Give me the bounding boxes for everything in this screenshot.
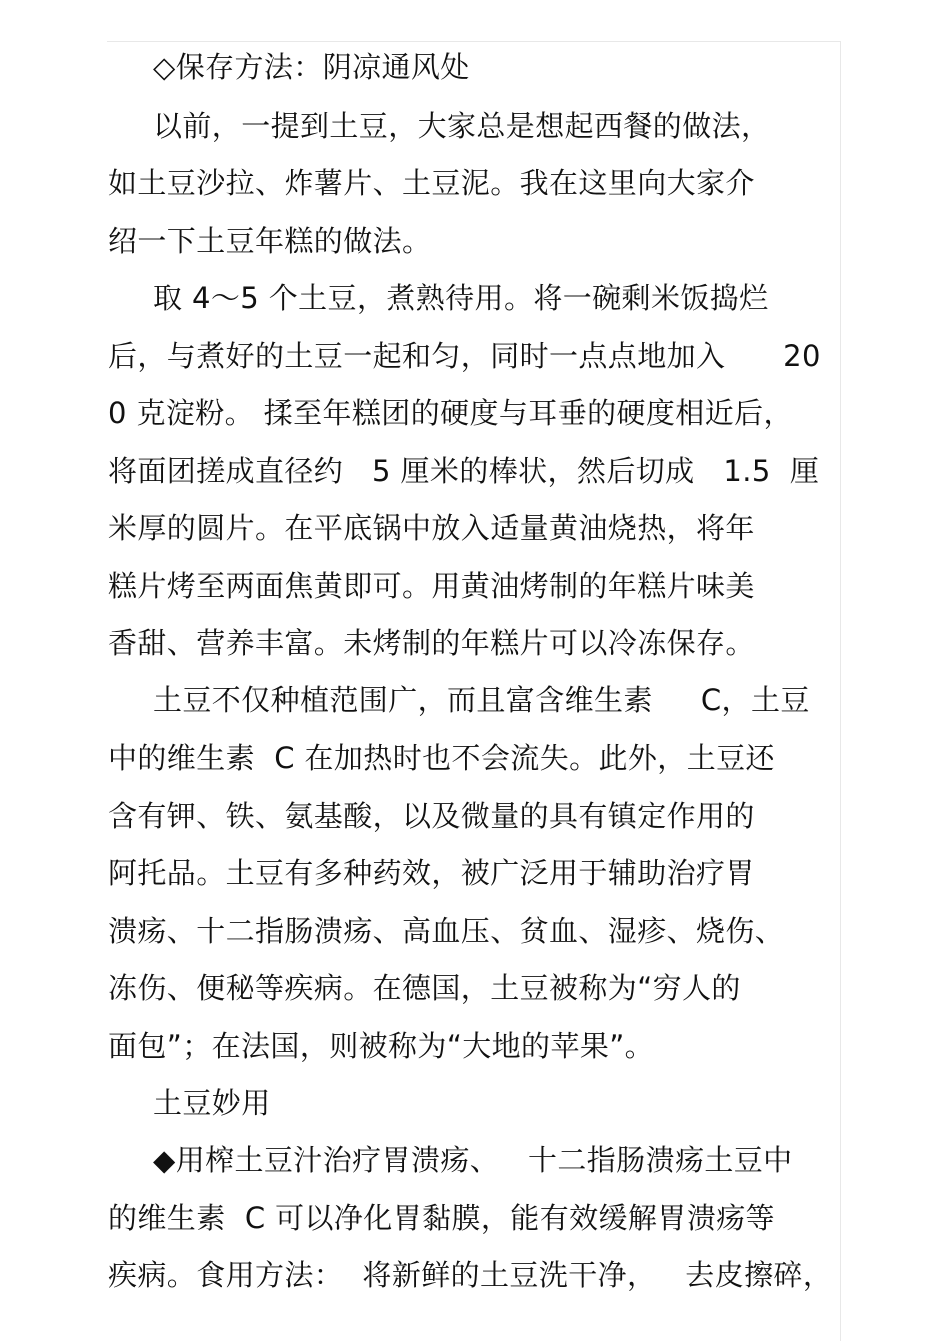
paragraph-line: 香甜、营养丰富。未烤制的年糕片可以冷冻保存。	[108, 626, 755, 660]
paragraph-line: 将面团搓成直径约 5 厘米的棒状，然后切成 1.5 厘	[108, 454, 820, 488]
section-heading: 土豆妙用	[153, 1086, 271, 1120]
paragraph-line: 0 克淀粉。 揉至年糕团的硬度与耳垂的硬度相近后，	[108, 396, 793, 430]
paragraph-line: 绍一下土豆年糕的做法。	[108, 224, 432, 258]
paragraph-line: 取 4～5 个土豆，煮熟待用。将一碗剩米饭捣烂	[153, 281, 769, 315]
storage-method-line: ◇保存方法：阴凉通风处	[153, 50, 470, 84]
paragraph-line: 的维生素 C 可以净化胃黏膜，能有效缓解胃溃疡等	[108, 1201, 775, 1235]
paragraph-line: 面包”；在法国，则被称为“大地的苹果”。	[108, 1029, 655, 1063]
paragraph-line: 中的维生素 C 在加热时也不会流失。此外，土豆还	[108, 741, 775, 775]
paragraph-line: 含有钾、铁、氨基酸，以及微量的具有镇定作用的	[108, 799, 755, 833]
paragraph-line: 以前，一提到土豆，大家总是想起西餐的做法，	[153, 109, 771, 143]
paragraph-line: 阿托品。土豆有多种药效，被广泛用于辅助治疗胃	[108, 856, 755, 890]
paragraph-line: 糕片烤至两面焦黄即可。用黄油烤制的年糕片味美	[108, 569, 755, 603]
paragraph-line: 疾病。食用方法： 将新鲜的土豆洗干净， 去皮擦碎，	[108, 1258, 833, 1292]
paragraph-line: 土豆不仅种植范围广，而且富含维生素 C，土豆	[153, 683, 810, 717]
paragraph-line: 后，与煮好的土豆一起和匀，同时一点点地加入 20	[108, 339, 821, 373]
paragraph-line: 溃疡、十二指肠溃疡、高血压、贫血、湿疹、烧伤、	[108, 914, 785, 948]
paragraph-line: 冻伤、便秘等疾病。在德国，土豆被称为“穷人的	[108, 971, 741, 1005]
paragraph-line: ◆用榨土豆汁治疗胃溃疡、 十二指肠溃疡土豆中	[153, 1143, 793, 1177]
paragraph-line: 米厚的圆片。在平底锅中放入适量黄油烧热，将年	[108, 511, 755, 545]
paragraph-line: 如土豆沙拉、炸薯片、土豆泥。我在这里向大家介	[108, 166, 755, 200]
